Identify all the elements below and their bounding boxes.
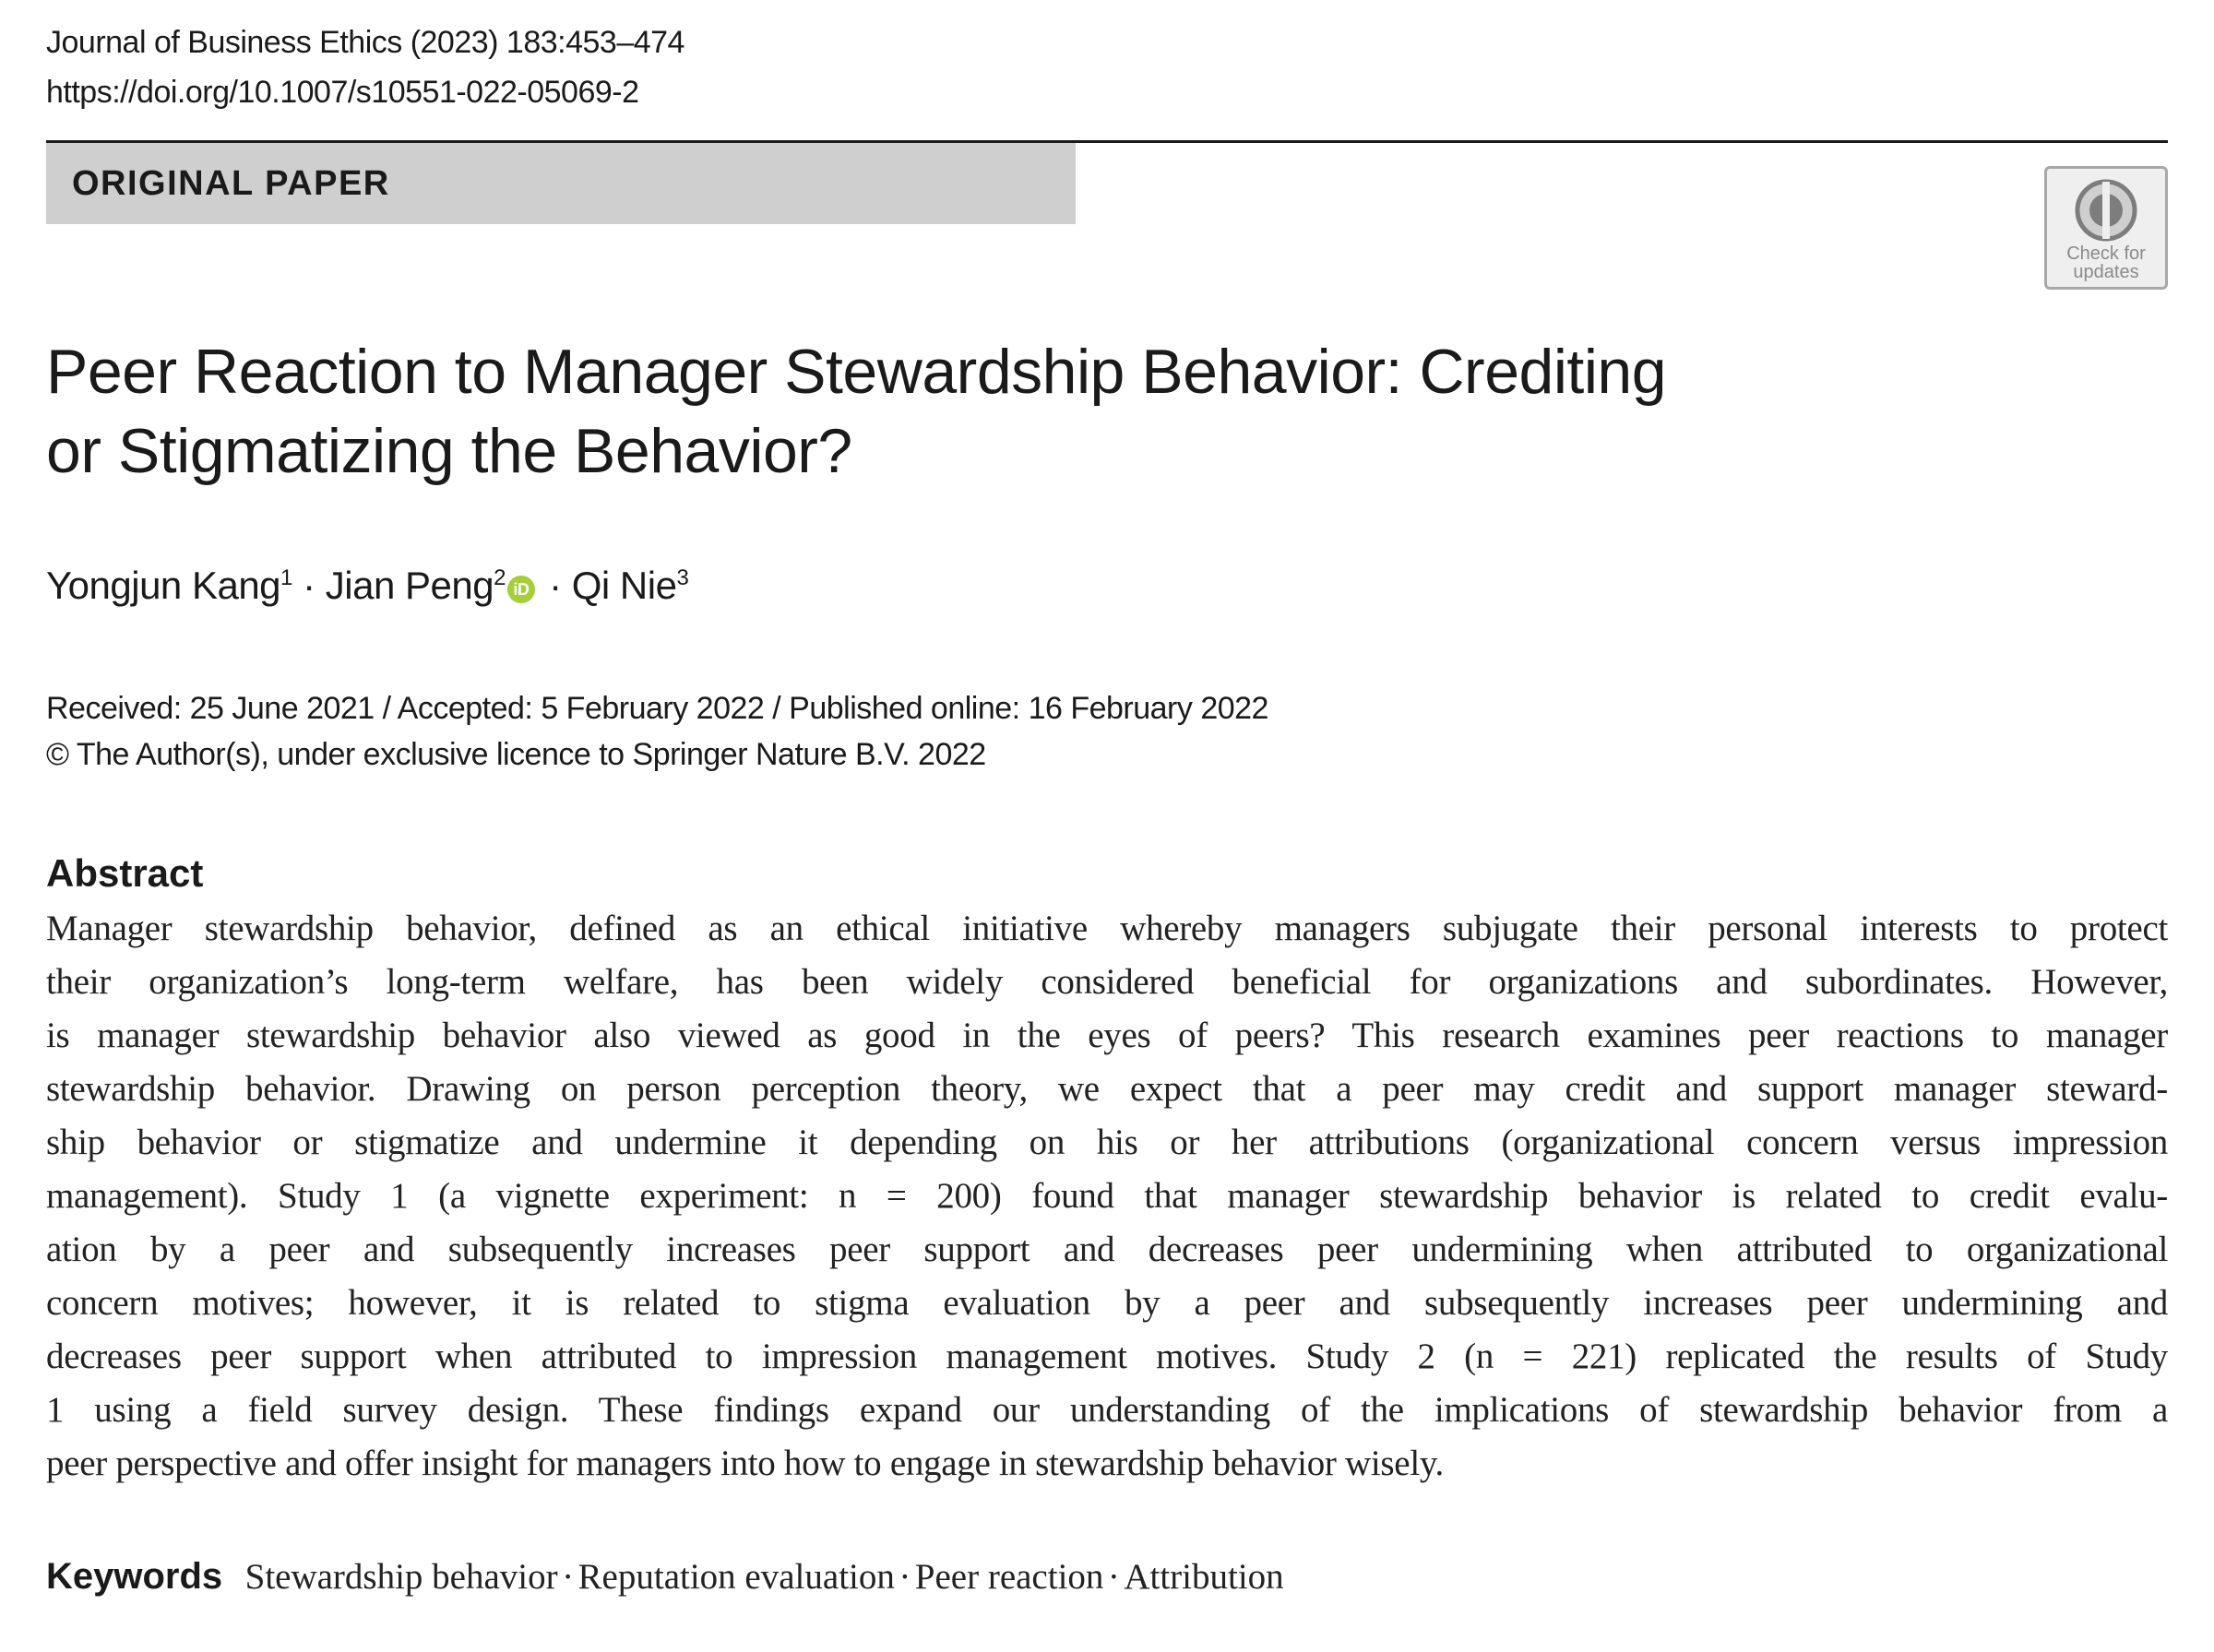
abstract-line: decreases peer support when attributed to impression management motives. Study 2 (n = 221) replicated the results of Study xyxy=(46,1337,2168,1376)
check-for-updates-badge[interactable] xyxy=(2044,166,2168,290)
keyword-separator: · xyxy=(562,1557,575,1597)
keyword[interactable]: Peer reaction xyxy=(914,1557,1104,1597)
affiliation-marker: 1 xyxy=(280,565,292,590)
keywords-label: Keywords xyxy=(46,1556,223,1597)
abstract-line: is manager stewardship behavior also viewed as good in the eyes of peers? This research examines peer reactions to manager xyxy=(46,1016,2168,1055)
paper-type-band xyxy=(46,143,1076,224)
title-line: Peer Reaction to Manager Stewardship Behavior: Crediting xyxy=(46,337,1667,407)
paper-title xyxy=(46,332,1799,491)
abstract-line: ship behavior or stigmatize and undermine it depending on his or her attributions (organizational concern versus impression xyxy=(46,1123,2168,1162)
keyword[interactable]: Stewardship behavior xyxy=(244,1557,558,1597)
keyword-separator: · xyxy=(899,1557,911,1597)
keyword[interactable]: Reputation evaluation xyxy=(577,1557,895,1597)
author-name[interactable]: Qi Nie xyxy=(571,564,677,607)
author-list xyxy=(46,559,688,612)
paper-type-label: ORIGINAL PAPER xyxy=(72,164,390,203)
abstract-heading: Abstract xyxy=(46,851,204,895)
abstract-line: ation by a peer and subsequently increases peer support and decreases peer undermining when attributed to organizational xyxy=(46,1230,2168,1269)
check-updates-label: Check for updates xyxy=(2066,244,2146,282)
keywords xyxy=(46,1550,1284,1611)
abstract-line: their organization’s long-term welfare, has been widely considered beneficial for organizations and subordinates. However, xyxy=(46,962,2168,1002)
author-separator: · xyxy=(549,564,562,607)
abstract-line: concern motives; however, it is related to stigma evaluation by a peer and subsequently increases peer undermining and xyxy=(46,1283,2168,1323)
abstract-line: management). Study 1 (a vignette experiment: n = 200) found that manager stewardship behavior is related to credit evalu- xyxy=(46,1176,2168,1216)
affiliation-marker: 3 xyxy=(676,565,689,590)
affiliation-marker: 2 xyxy=(494,565,506,590)
orcid-icon[interactable]: iD xyxy=(507,576,535,603)
copyright-notice: © The Author(s), under exclusive licence to Springer Nature B.V. 2022 xyxy=(46,737,986,772)
author-separator: · xyxy=(303,564,315,607)
abstract-line: 1 using a field survey design. These findings expand our understanding of the implications of stewardship behavior from a xyxy=(46,1390,2168,1430)
journal-citation: Journal of Business Ethics (2023) 183:453–474 xyxy=(46,25,684,60)
check-updates-icon xyxy=(2074,178,2138,243)
author-name[interactable]: Yongjun Kang xyxy=(46,564,281,607)
keyword[interactable]: Attribution xyxy=(1124,1557,1284,1597)
title-line: or Stigmatizing the Behavior? xyxy=(46,416,852,486)
abstract-text xyxy=(46,902,2168,1491)
abstract-line: peer perspective and offer insight for managers into how to engage in stewardship behavior wisely. xyxy=(46,1444,1444,1483)
abstract-line: Manager stewardship behavior, defined as an ethical initiative whereby managers subjugate their personal interests to protect xyxy=(46,909,2168,948)
publication-dates: Received: 25 June 2021 / Accepted: 5 February 2022 / Published online: 16 February 2022 xyxy=(46,691,1268,726)
doi-link[interactable]: https://doi.org/10.1007/s10551-022-05069-2 xyxy=(46,75,639,110)
keyword-separator: · xyxy=(1107,1557,1120,1597)
author-name[interactable]: Jian Peng xyxy=(325,564,494,607)
abstract-line: stewardship behavior. Drawing on person perception theory, we expect that a peer may credit and support manager steward- xyxy=(46,1069,2168,1109)
